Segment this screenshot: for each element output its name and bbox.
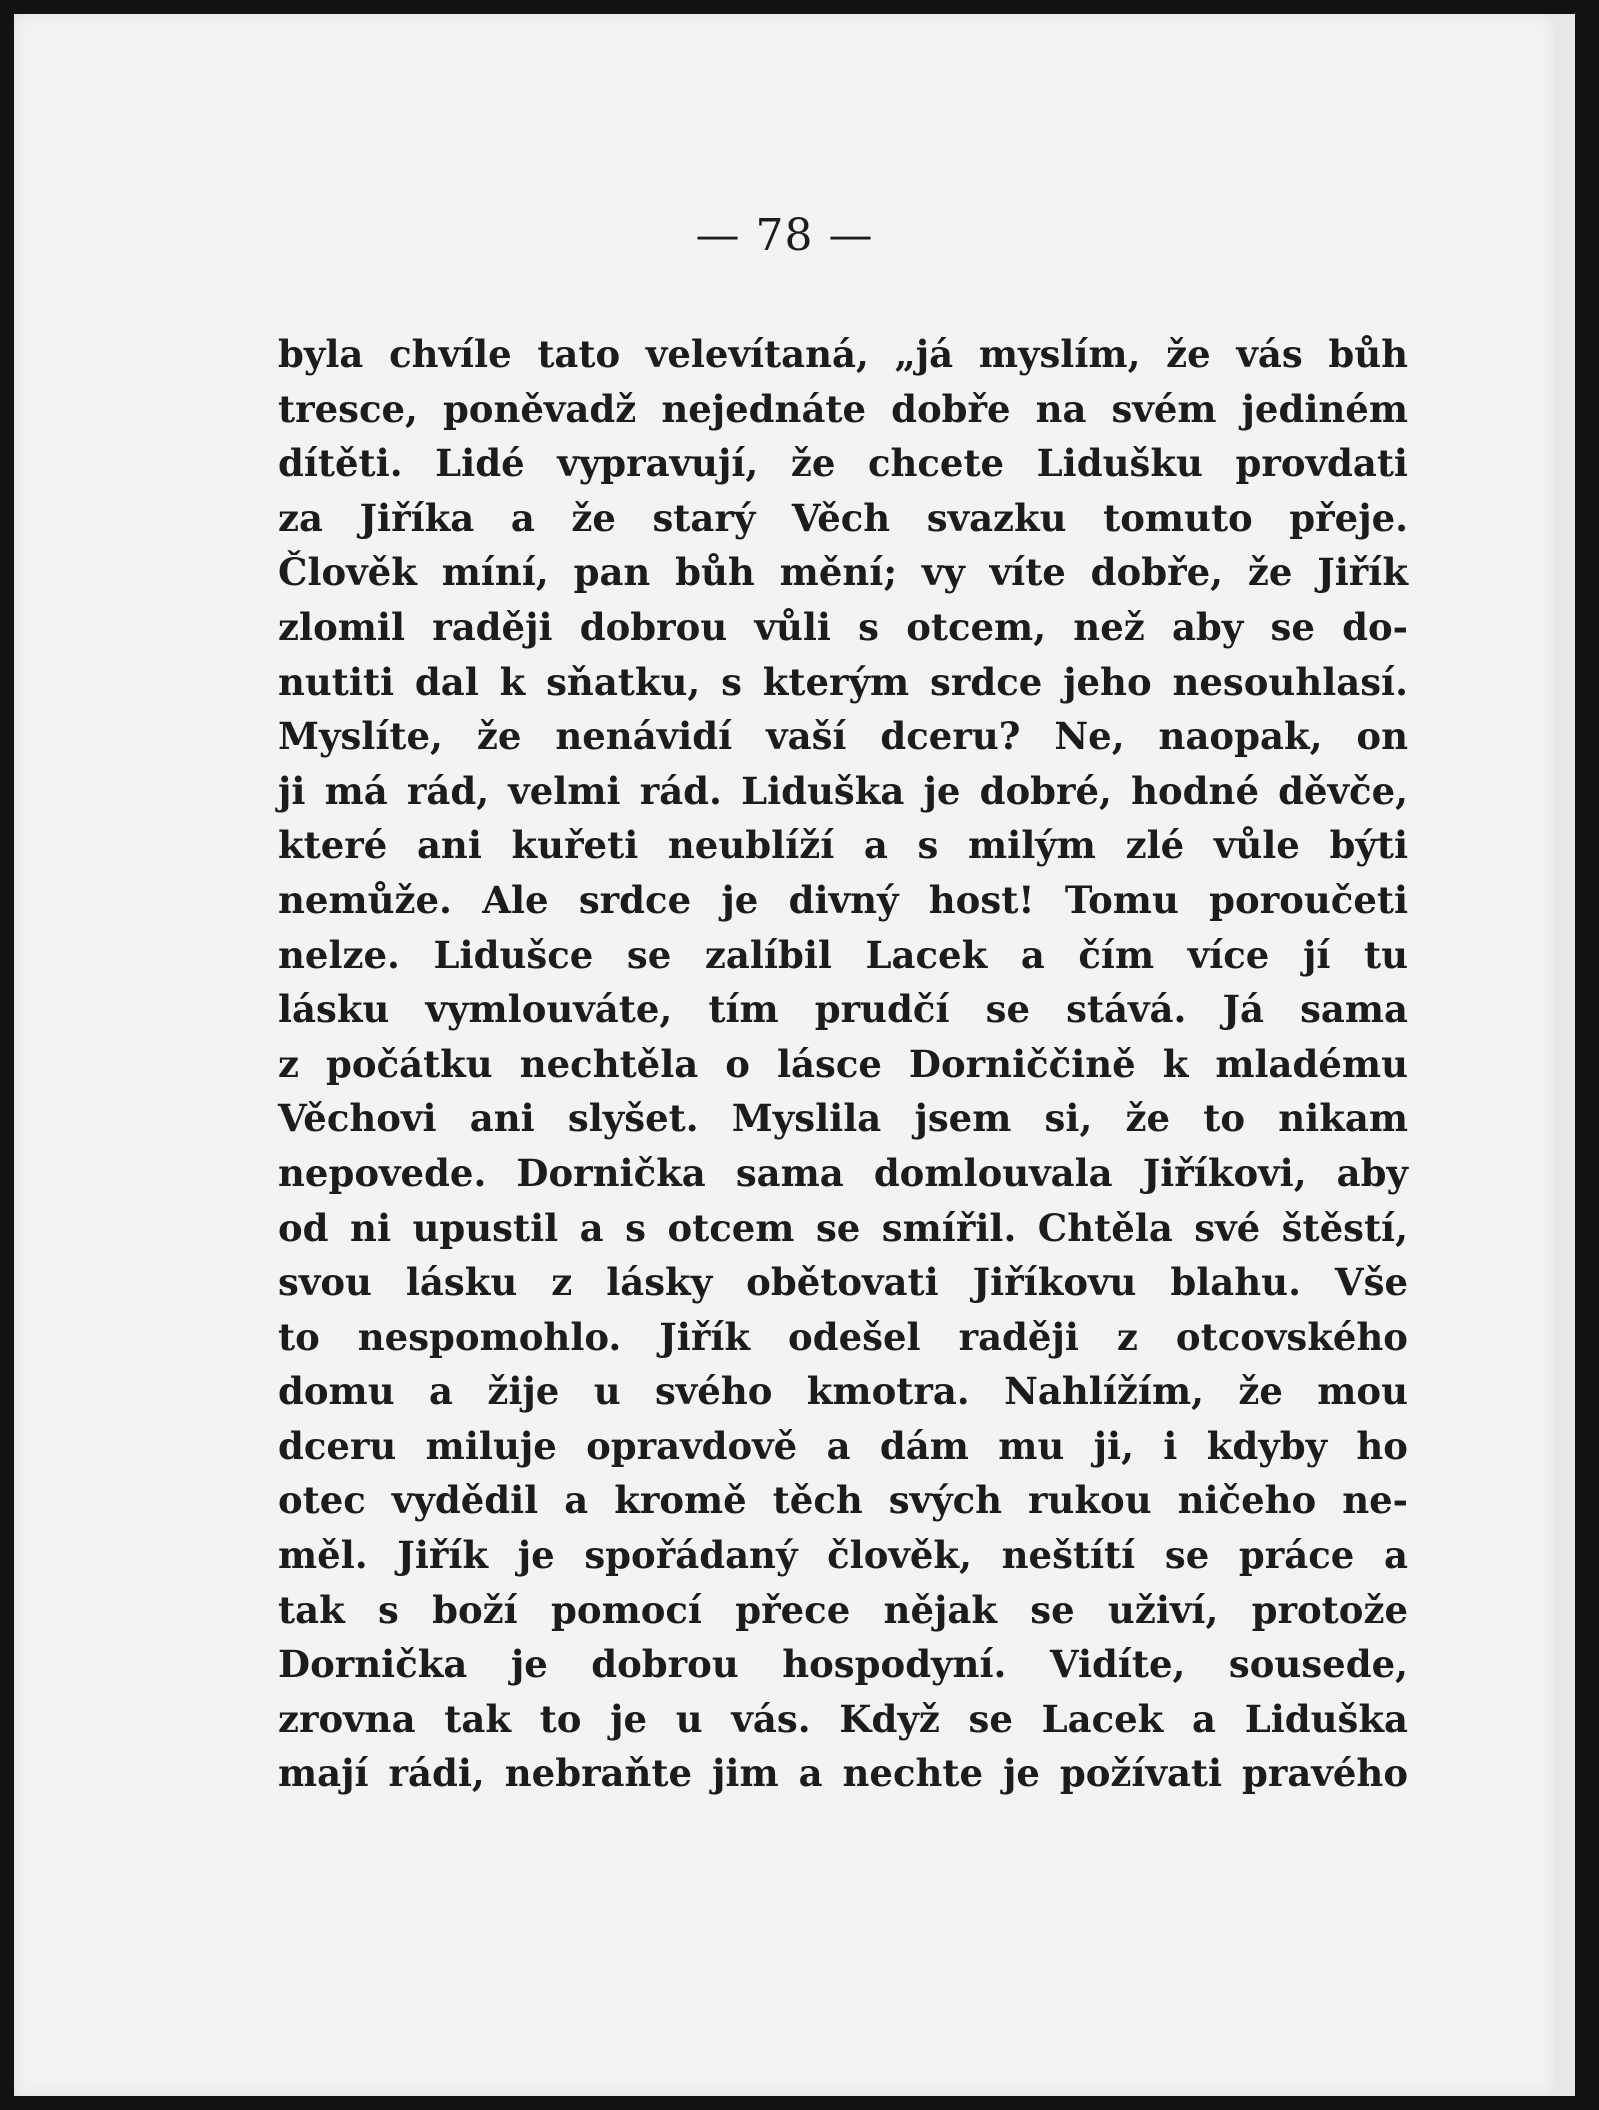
text-line: Člověk míní, pan bůh mění; vy víte dobře, že Jiřík xyxy=(278,550,1408,595)
text-line: z počátku nechtěla o lásce Dorniččině k mladému xyxy=(278,1041,1408,1086)
text-line: nemůže. Ale srdce je divný host! Tomu poroučeti xyxy=(278,877,1408,922)
text-line: dceru miluje opravdově a dám mu ji, i kdyby ho xyxy=(278,1423,1408,1468)
page-number: — 78 — xyxy=(695,210,874,261)
text-line: zlomil raději dobrou vůli s otcem, než aby se do- xyxy=(278,604,1408,649)
book-page xyxy=(14,14,1555,2096)
text-line: za Jiříka a že starý Věch svazku tomuto přeje. xyxy=(278,495,1408,540)
text-line: měl. Jiřík je spořádaný člověk, neštítí se práce a xyxy=(278,1533,1408,1578)
text-line: nelze. Lidušce se zalíbil Lacek a čím více jí tu xyxy=(278,932,1408,977)
text-line: které ani kuřeti neublíží a s milým zlé vůle býti xyxy=(278,823,1408,868)
text-line: mají rádi, nebraňte jim a nechte je požívati pravého xyxy=(278,1751,1408,1796)
text-line: Dornička je dobrou hospodyní. Vidíte, sousede, xyxy=(278,1642,1408,1687)
text-line: svou lásku z lásky obětovati Jiříkovu blahu. Vše xyxy=(278,1260,1408,1305)
text-line: od ni upustil a s otcem se smířil. Chtěla své štěstí, xyxy=(278,1205,1408,1250)
text-line: otec vydědil a kromě těch svých rukou ničeho ne- xyxy=(278,1478,1408,1523)
text-line: Myslíte, že nenávidí vaší dceru? Ne, naopak, on xyxy=(278,714,1408,759)
text-line: byla chvíle tato velevítaná, „já myslím, že vás bůh xyxy=(278,332,1408,376)
text-line: zrovna tak to je u vás. Když se Lacek a Liduška xyxy=(278,1696,1408,1741)
text-line: tresce, poněvadž nejednáte dobře na svém jediném xyxy=(278,386,1408,431)
page-edge xyxy=(1555,14,1575,2096)
text-line: domu a žije u svého kmotra. Nahlížím, že mou xyxy=(278,1369,1408,1414)
text-line: ji má rád, velmi rád. Liduška je dobré, hodné děvče, xyxy=(278,768,1408,813)
text-line: Věchovi ani slyšet. Myslila jsem si, že to nikam xyxy=(278,1096,1408,1141)
text-line: lásku vymlouváte, tím prudčí se stává. Já sama xyxy=(278,987,1408,1032)
text-line: nutiti dal k sňatku, s kterým srdce jeho nesouhlasí. xyxy=(278,659,1408,704)
text-line: to nespomohlo. Jiřík odešel raději z otcovského xyxy=(278,1314,1408,1359)
text-line: tak s boží pomocí přece nějak se uživí, protože xyxy=(278,1587,1408,1632)
text-line: dítěti. Lidé vypravují, že chcete Lidušku provdati xyxy=(278,441,1408,486)
text-line: nepovede. Dornička sama domlouvala Jiříkovi, aby xyxy=(278,1150,1408,1195)
body-text xyxy=(278,327,1408,1801)
